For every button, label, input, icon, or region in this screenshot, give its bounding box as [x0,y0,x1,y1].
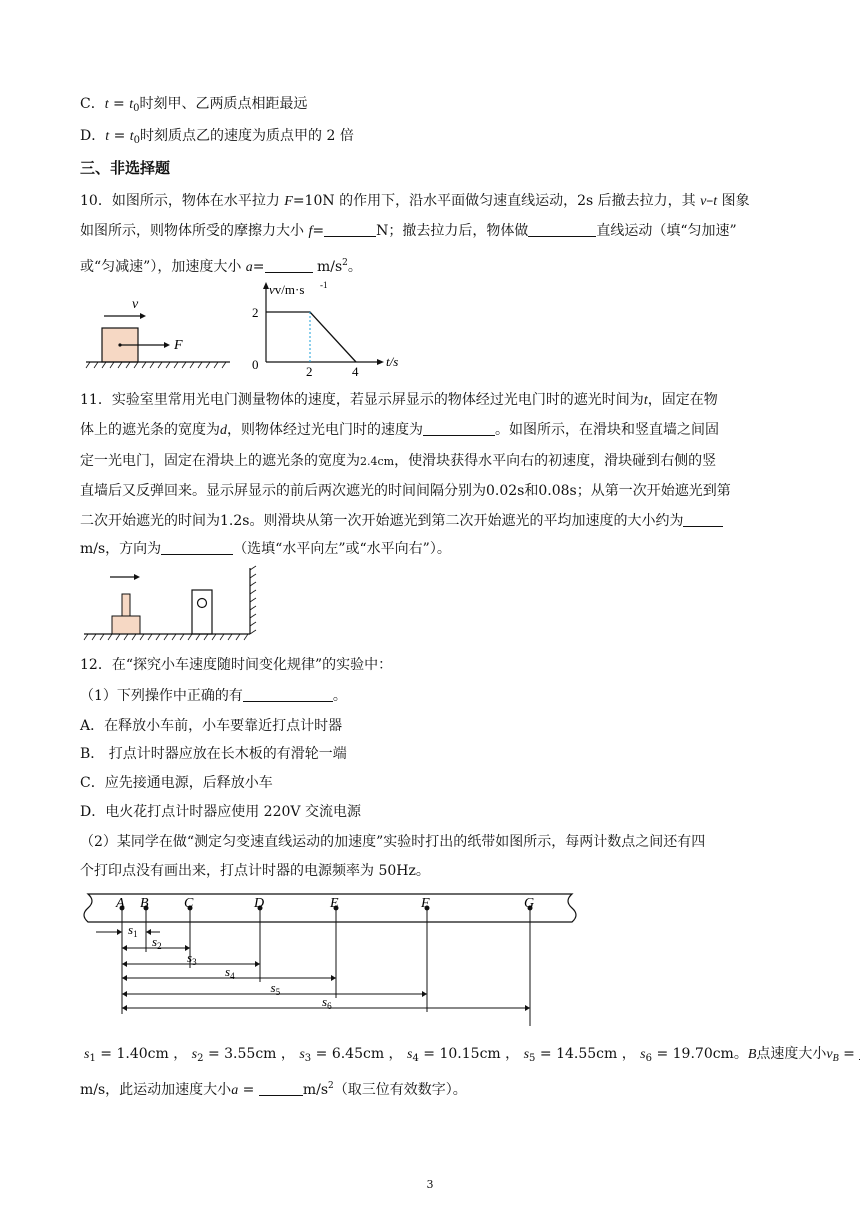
dimension-label-s6: $s_6$ [322,994,332,1011]
answer-blank-acceleration[interactable] [259,1081,303,1096]
q12-text: 点速度大小 [756,1046,827,1062]
var-t0: t [129,97,134,112]
var-t: t [104,97,109,112]
dimension-label-s1: $s_1$ [128,922,138,939]
separator: ， [276,1046,300,1062]
paper-tape-figure [80,890,580,1030]
unit-text: m/s [302,1082,329,1098]
dimension-label-s3: $s_3$ [187,950,197,967]
q11-line6 [80,539,451,559]
option-c-text: 时刻甲、乙两质点相距最远 [139,96,308,112]
answer-blank-speed[interactable] [423,421,495,436]
separator: ， [384,1046,408,1062]
q11-line1 [80,390,718,411]
q12-title: 12．在“探究小车速度随时间变化规律”的实验中： [80,657,393,673]
tape-label-f: F [421,896,430,911]
q11-text: ；从第一次开始遮光到第 [576,483,731,499]
separator: ， [168,1046,192,1062]
dimension-label-s2: $s_2$ [152,934,162,951]
var-s: s [407,1047,413,1062]
q12-option-b: B． 打点计时器应放在长木板的有滑轮一端 [80,746,347,762]
q10-line2 [80,221,737,242]
eq-sign: = [535,1046,557,1062]
y-axis-exponent: -1 [320,280,328,290]
option-d-text: 时刻质点乙的速度为质点甲的 2 倍 [140,128,354,144]
answer-blank-motion[interactable] [528,222,596,237]
answer-blank-avg-accel[interactable] [683,512,723,527]
width-value: 2.4cm [360,455,395,468]
dimension-s5 [122,980,427,997]
q10-line1 [80,191,750,212]
final-answer-line [80,1076,467,1101]
q11-text: 11．实验室里常用光电门测量物体的速度，若显示屏显示的物体经过光电门时的遮光时间为 [80,392,644,408]
photogate [192,590,212,634]
tape-label-c: C [184,896,194,911]
q12-part1 [80,686,347,706]
eq-sign: = [418,1046,440,1062]
tape-label-a: A [116,896,125,911]
F-label: F [174,338,183,353]
sup-2: 2 [328,1081,334,1091]
eq-sign: = [238,1082,259,1098]
separator: 。 [733,1046,748,1062]
var-t: t [643,393,648,408]
q11-text: m/s，方向为 [80,541,162,557]
dimension-s6 [122,994,530,1011]
q11-line3 [80,451,716,472]
distance-value-s5: 14.55cm [556,1046,618,1062]
q10-text: = [312,223,325,239]
dimension-s3 [122,950,260,967]
answer-blank-friction[interactable] [324,222,376,237]
q11-text: 二次开始遮光的时间为 [80,513,220,529]
dash: – [706,193,714,209]
sub-index: 5 [529,1053,536,1064]
var-s: s [84,1047,90,1062]
ground-hatch [86,362,226,368]
q12-part2-line2: 个打印点没有画出来，打点计时器的电源频率为 50Hz。 [80,863,430,879]
y-axis-label-text: v/m·s [274,282,305,297]
q12-option-d: D．电火花打点计时器应使用 220V 交流电源 [80,804,361,820]
distance-value-s2: 3.55cm [224,1046,277,1062]
var-v: v [826,1047,833,1062]
distance-value-s3: 6.45cm [331,1046,385,1062]
x-tick-4: 4 [352,364,359,379]
q11-line2 [80,420,719,441]
page-number: 3 [426,1178,434,1191]
sub-index: 4 [412,1053,419,1064]
sub-0: 0 [133,103,140,114]
q10-text: 。 [347,259,362,275]
sub-index: 1 [89,1053,96,1064]
option-d-letter: D． [80,128,106,144]
wall-hatch [250,566,256,634]
answer-blank-direction[interactable] [161,540,233,555]
q10-text: N；撤去拉力后，物体做 [376,223,529,239]
var-s: s [299,1047,305,1062]
tape-label-e: E [330,896,339,911]
tape-label-d: D [254,896,265,911]
q10-block-figure [84,290,234,370]
q11-text: 直墙后又反弹回来。显示屏显示的前后两次遮光的时间间隔分别为 [80,483,486,499]
x-axis-label [386,354,398,369]
option-d [80,126,354,151]
var-d: d [220,423,227,438]
eq-sign: = [95,1046,117,1062]
sup-2: 2 [342,258,348,268]
q10-text: 直线运动（填“匀加速” [596,223,737,239]
distance-values-line [84,1044,860,1069]
q10-text: 如图所示，则物体所受的摩擦力大小 [80,223,309,239]
var-a: a [231,1083,239,1098]
var-a: a [245,260,253,275]
q12-part2-line1: （2）某同学在做“测定匀变速直线运动的加速度”实验时打出的纸带如图所示，每两计数点之间还有四 [80,834,706,850]
q12-option-a: A．在释放小车前，小车要靠近打点计时器 [80,718,343,734]
q11-text: 定一光电门，固定在滑块上的遮光条的宽度为 [80,453,360,469]
q11-text: 体上的遮光条的宽度为 [80,422,220,438]
x-tick-2: 2 [306,364,313,379]
y-axis-label: vv/m·s [269,282,305,297]
q11-line5 [80,511,723,531]
sub-B: B [832,1053,839,1064]
q12-text: （取三位有效数字）。 [333,1082,467,1098]
option-c-letter: C． [80,96,105,112]
var-s: s [523,1047,530,1062]
q12-text: 。 [332,688,347,704]
q11-text: 。如图所示，在滑块和竖直墙之间固 [495,422,719,438]
y-tick-2: 2 [252,305,259,320]
sub-0: 0 [133,135,141,146]
slider [112,616,140,634]
eq-sign: = [109,128,130,144]
eq-sign: = [203,1046,225,1062]
time-value-2: 0.08s [538,483,577,499]
eq-sign: = [108,96,130,112]
dimension-s1 [96,922,160,939]
eq-sign: = [838,1046,860,1062]
sub-index: 6 [645,1053,652,1064]
tape-label-g: G [524,896,535,911]
option-c [80,94,308,119]
track-hatch [84,634,248,640]
q10-text: 10．如图所示，物体在水平拉力 [80,193,285,209]
x-axis-arrow [377,359,384,365]
answer-blank-correct-ops[interactable] [243,687,333,702]
distance-value-s6: 19.70cm [672,1046,734,1062]
distance-value-s1: 1.40cm [116,1046,169,1062]
time-value-1: 0.02s [486,483,525,499]
q11-photogate-figure [84,566,264,646]
answer-blank-accel[interactable] [265,258,313,273]
var-t: t [105,129,110,144]
dimension-label-s4: $s_4$ [225,964,235,981]
eq-sign: = [311,1046,332,1062]
var-v: v [700,194,707,209]
x-axis-label-text: t/s [386,354,399,369]
dimension-label-s5: $s_5$ [270,980,281,997]
origin-label: 0 [252,357,259,372]
q11-text: ，使滑块获得水平向右的初速度，滑块碰到右侧的竖 [394,453,717,469]
sub-index: 2 [197,1053,204,1064]
velocity-line [266,312,356,362]
section-title: 三、非选择题 [80,159,171,177]
unit-text: m/s [312,259,343,275]
q10-text: 图象 [717,193,750,209]
q11-text: （选填“水平向左”或“水平向右”）。 [233,541,451,557]
eq-sign: = [652,1046,673,1062]
q10-text: 或“匀减速”），加速度大小 [80,259,246,275]
separator: ， [617,1046,641,1062]
var-f: f [308,224,313,239]
dimension-s4 [122,964,336,981]
q11-text: ，固定在物 [647,392,718,408]
var-F: F [284,194,293,209]
slider-velocity-arrowhead [134,574,140,580]
tape-label-b: B [140,896,149,911]
separator: ， [500,1046,524,1062]
var-s: s [640,1047,646,1062]
distance-value-s4: 10.15cm [439,1046,501,1062]
q11-line4 [80,481,731,501]
tape-dimensions [96,922,530,1011]
velocity-arrowhead [140,313,146,319]
q12-text: （1）下列操作中正确的有 [80,688,243,704]
sub-index: 3 [304,1053,312,1064]
var-t: t [713,194,718,209]
q10-text: = [252,259,265,275]
q11-text: 和 [524,483,539,499]
shading-strip [122,594,130,616]
q12-text: m/s，此运动加速度大小 [80,1082,232,1098]
q10-text: =10N 的作用下，沿水平面做匀速直线运动，2s 后撤去拉力，其 [292,193,701,209]
q10-vt-graph [240,280,410,379]
var-t0: t [129,129,134,144]
var-s: s [191,1047,198,1062]
q11-text: ，则物体经过光电门时的速度为 [227,422,423,438]
time-value-total: 1.2s [220,513,250,529]
v-label: v [132,297,139,312]
q11-text: 。则滑块从第一次开始遮光到第二次开始遮光的平均加速度的大小约为 [249,513,684,529]
q10-line3 [80,253,362,278]
q12-option-c: C．应先接通电源，后释放小车 [80,775,273,791]
force-arrowhead [164,342,170,348]
var-B: B [747,1047,757,1062]
